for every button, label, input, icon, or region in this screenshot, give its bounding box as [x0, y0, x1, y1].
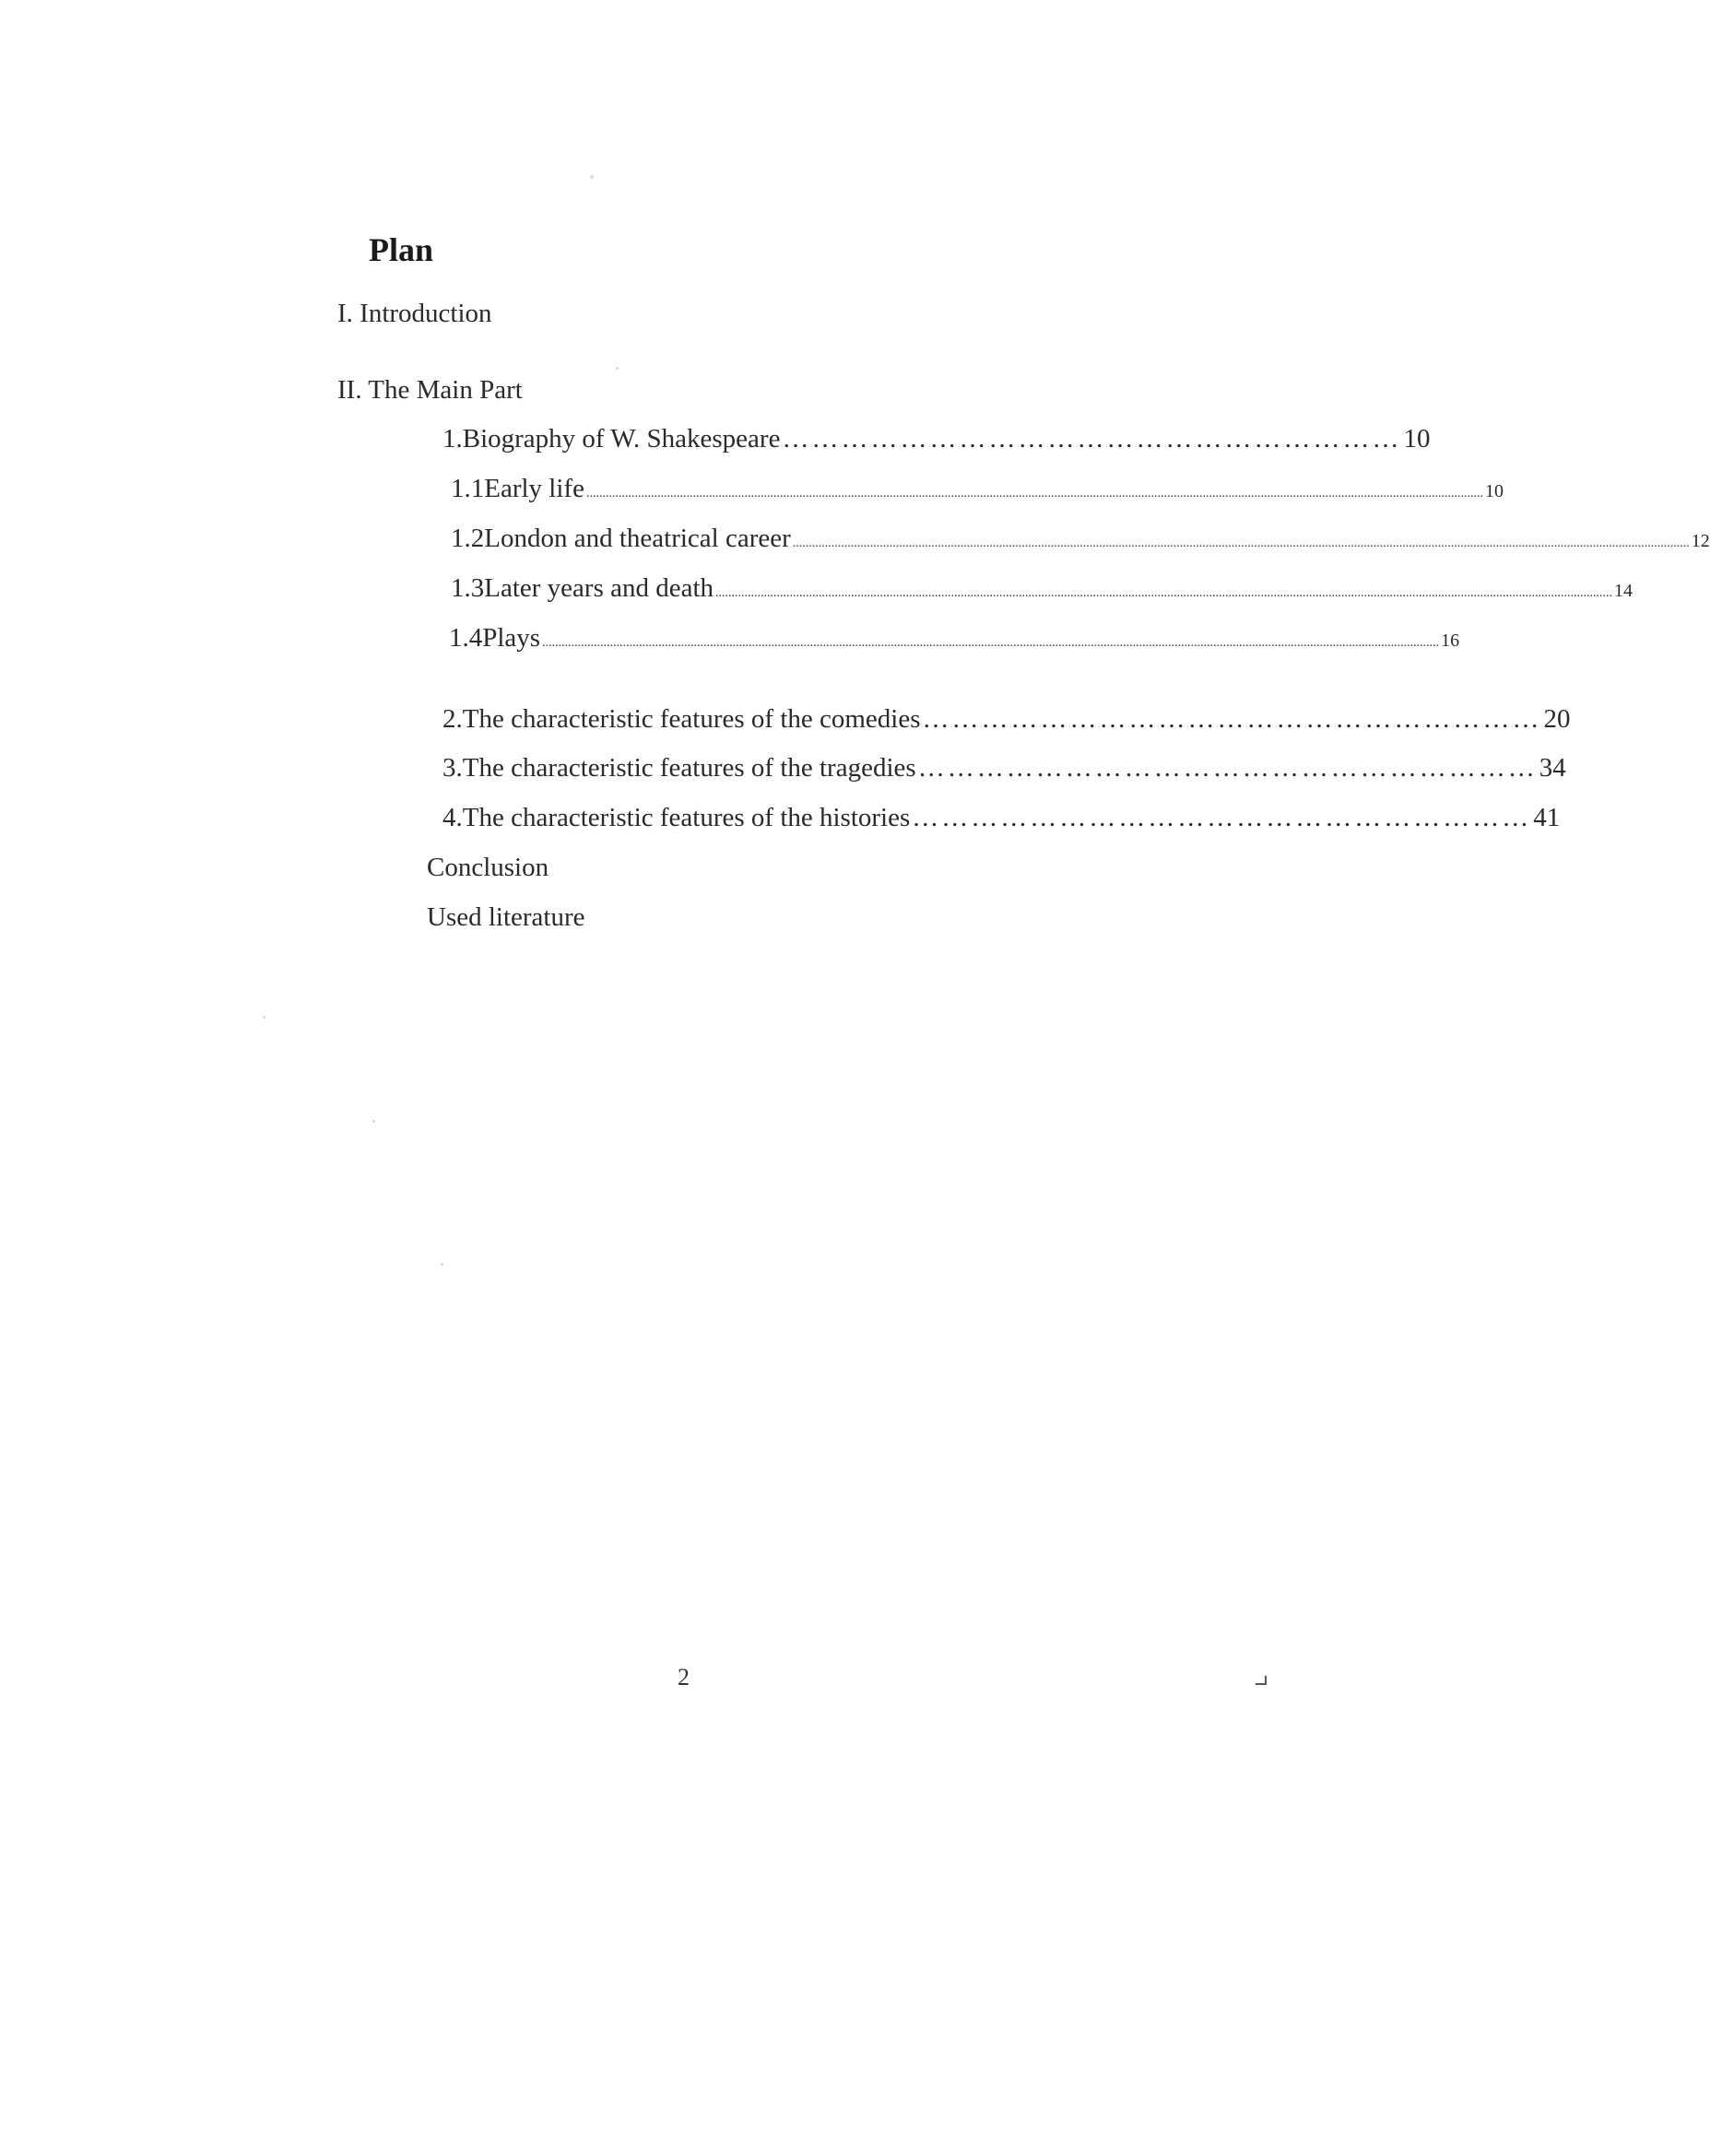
toc-entry-label: The characteristic features of the comedies	[462, 704, 921, 734]
toc-entry-page: 12	[1691, 531, 1710, 551]
toc-entry	[442, 803, 1561, 833]
toc-entry-number: 3.	[442, 753, 463, 783]
dot-leader: ......................................................................................................................................................................................................................................................................................	[585, 487, 1483, 501]
dot-leader: ......................................................................................................................................................................................................................................................................................	[792, 536, 1690, 550]
toc-entry-number: 1.2	[451, 524, 485, 553]
toc-entry-label: Later years and death	[484, 573, 714, 603]
toc-introduction: I. Introduction	[337, 299, 492, 328]
scan-speck	[441, 1263, 443, 1266]
toc-used-literature: Used literature	[427, 902, 585, 932]
corner-mark	[1256, 1676, 1267, 1685]
toc-entry-number: 1.4	[449, 623, 483, 653]
toc-entry-number: 4.	[442, 803, 463, 832]
toc-entry	[442, 424, 1431, 454]
dot-leader: ………………………………………………………	[912, 803, 1532, 832]
dot-leader: ......................................................................................................................................................................................................................................................................................	[542, 636, 1440, 650]
toc-entry-number: 1.1	[451, 474, 485, 503]
toc-conclusion: Conclusion	[427, 853, 549, 882]
page-title: Plan	[369, 231, 434, 268]
dot-leader: ………………………………………………………	[917, 753, 1538, 783]
scan-speck	[616, 367, 619, 370]
toc-main-part: II. The Main Part	[337, 375, 523, 405]
toc-entry-page: 14	[1614, 581, 1633, 601]
dot-leader: ………………………………………………………	[782, 424, 1402, 454]
toc-entry	[451, 524, 1710, 554]
toc-entry	[442, 704, 1571, 735]
toc-entry-number: 1.3	[451, 573, 485, 603]
toc-entry-label: The characteristic features of the histories	[462, 803, 911, 832]
toc-entry-label: The characteristic features of the tragedies	[462, 753, 916, 783]
toc-entry-label: London and theatrical career	[484, 524, 791, 553]
toc-entry-number: 2.	[442, 704, 463, 734]
toc-entry	[442, 753, 1566, 783]
toc-entry	[451, 474, 1504, 504]
toc-entry-label: Biography of W. Shakespeare	[462, 424, 781, 454]
toc-entry-page: 20	[1543, 704, 1571, 734]
toc-entry-label: Plays	[482, 623, 541, 653]
toc-entry-number: 1.	[442, 424, 463, 454]
dot-leader: ......................................................................................................................................................................................................................................................................................	[715, 586, 1613, 600]
page-number: 2	[678, 1664, 690, 1691]
toc-entry-page: 41	[1533, 803, 1561, 832]
scan-speck	[372, 1120, 375, 1123]
toc-entry-page: 16	[1441, 630, 1460, 651]
toc-entry	[449, 623, 1460, 654]
toc-entry	[451, 573, 1633, 604]
scan-speck	[263, 1016, 265, 1019]
toc-entry-page: 10	[1484, 481, 1504, 501]
toc-entry-label: Early life	[484, 474, 584, 503]
toc-entry-page: 10	[1403, 424, 1431, 454]
dot-leader: ………………………………………………………	[922, 704, 1542, 734]
toc-entry-page: 34	[1539, 753, 1566, 783]
scan-speck	[590, 175, 594, 179]
